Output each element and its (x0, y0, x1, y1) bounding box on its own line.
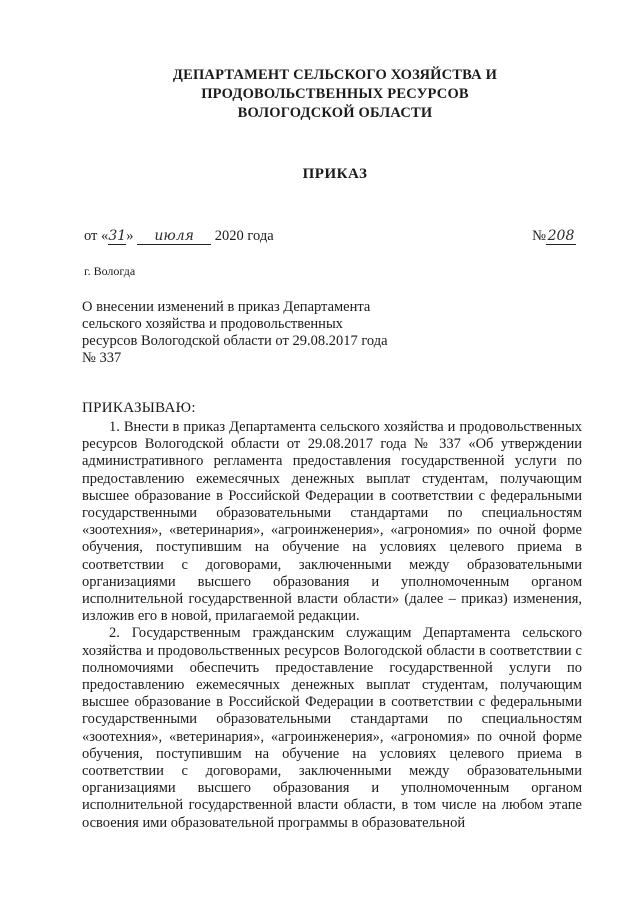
date-month: июля (137, 228, 211, 245)
paragraph-2: 2. Государственным гражданским служащим Департамента сельского хозяйства и продовольственных ресурсов Вологодской области в соответствии с полномочиями обеспечить предоставление государственной услуги по предоставлению ежемесячных денежных выплат студентам, получающим высшее образование в Российской Федерации в соответствии с федеральными государственными образовательными стандартами по специальностям «зоотехния», «ветеринария», «агроинженерия», «агрономия» по очной форме обучения, поступившим на обучение на условиях целевого приема в соответствии с договорами, заключенными между образовательными организациями высшего образования и уполномоченным органом исполнительной государственной власти области, в том числе на любом этапе освоения ими образовательной программы в образовательной (82, 625, 582, 831)
subject-line-2: сельского хозяйства и продовольственных (82, 316, 343, 332)
order-number (532, 228, 576, 245)
date-day: 31 (108, 228, 127, 244)
date-prefix: от « (84, 228, 109, 244)
subject-block (82, 299, 422, 367)
number-label: № (532, 228, 546, 244)
order-directive: ПРИКАЗЫВАЮ: (82, 400, 196, 416)
document-body (82, 419, 582, 832)
date-mid: » (126, 228, 134, 244)
subject-line-4: № 337 (82, 350, 122, 366)
document-title: ПРИКАЗ (302, 166, 368, 182)
header-line-2: ПРОДОВОЛЬСТВЕННЫХ РЕСУРСОВ (201, 86, 469, 102)
date-year: 2020 года (214, 228, 274, 244)
subject-line-3: ресурсов Вологодской области от 29.08.2017 года (82, 333, 388, 349)
header-line-3: ВОЛОГОДСКОЙ ОБЛАСТИ (237, 105, 433, 121)
paragraph-1: 1. Внести в приказ Департамента сельского хозяйства и продовольственных ресурсов Вологодской области от 29.08.2017 года № 337 «Об утверждении административного регламента предоставления государственной услуги по предоставлению ежемесячных денежных выплат студентам, получающим высшее образование в Российской Федерации в соответствии с федеральными государственными образовательными стандартами по специальностям «зоотехния», «ветеринария», «агроинженерия», «агрономия» по очной форме обучения, поступившим на обучение на условиях целевого приема в соответствии с договорами, заключенными между образовательными организациями высшего образования и уполномоченным органом исполнительной государственной власти области» (далее – приказ) изменения, изложив его в новой, прилагаемой редакции. (82, 419, 582, 625)
city-label: г. Вологда (84, 264, 136, 278)
subject-line-1: О внесении изменений в приказ Департамента (82, 299, 371, 315)
date-line (84, 228, 274, 245)
department-header (80, 66, 590, 123)
header-line-1: ДЕПАРТАМЕНТ СЕЛЬСКОГО ХОЗЯЙСТВА И (172, 67, 498, 83)
number-value: 208 (547, 228, 575, 244)
